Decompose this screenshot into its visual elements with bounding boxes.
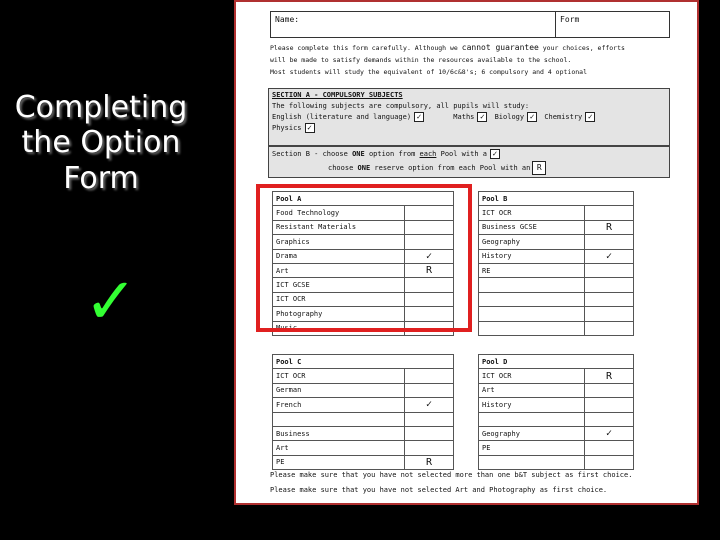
pool-header-row	[273, 355, 454, 369]
checkbox-checked-icon: ✓	[490, 149, 500, 159]
pool-subject: ICT GCSE	[273, 278, 405, 292]
pool-choice-mark: R	[585, 220, 634, 234]
pool-row	[479, 249, 634, 263]
pool-subject: Business GCSE	[479, 220, 585, 234]
pool-row	[479, 369, 634, 383]
pool-choice-mark	[405, 426, 454, 440]
pool-choice-mark	[405, 412, 454, 426]
pool-subject: French	[273, 398, 405, 412]
section-a-subtitle: The following subjects are compulsory, all pupils will study:	[272, 102, 530, 110]
pool-title: Pool B	[479, 192, 634, 206]
pool-choice-mark	[585, 206, 634, 220]
section-b	[268, 146, 670, 178]
pool-subject: History	[479, 249, 585, 263]
form-field: Form	[560, 15, 580, 24]
footer-note: Please make sure that you have not selected more than one b&T subject as first choice.	[270, 471, 633, 479]
section-b-emphasis: ONE	[352, 150, 365, 158]
pool-subject: ICT OCR	[479, 206, 585, 220]
pool-row	[273, 441, 454, 455]
pool-subject: ICT OCR	[273, 369, 405, 383]
pool-choice-mark	[585, 235, 634, 249]
pool-subject: Geography	[479, 235, 585, 249]
pool-row	[479, 441, 634, 455]
pool-choice-mark	[585, 383, 634, 397]
section-b-underline: each	[419, 150, 437, 158]
subject-biology: Biology	[494, 113, 525, 121]
pool-row	[479, 292, 634, 306]
pool-row	[479, 398, 634, 412]
pool-row	[479, 263, 634, 277]
intro-text: Please complete this form carefully. Although we	[270, 44, 462, 52]
pool-subject	[479, 292, 585, 306]
pool-title: Pool A	[273, 192, 454, 206]
pool-subject: PE	[479, 441, 585, 455]
pool-choice-mark	[585, 278, 634, 292]
section-a-title: SECTION A - COMPULSORY SUBJECTS	[272, 91, 403, 99]
slide-title	[0, 90, 202, 196]
pool-subject: Geography	[479, 426, 585, 440]
form-intro	[270, 42, 670, 78]
intro-text: will be made to satisfy demands within the resources available to the school.	[270, 56, 572, 64]
pool-subject	[479, 278, 585, 292]
section-b-text: Section B - choose	[272, 150, 353, 158]
section-b-text: option from	[364, 150, 420, 158]
pool-subject: ICT OCR	[479, 369, 585, 383]
section-a	[268, 88, 670, 146]
pool-row	[273, 412, 454, 426]
form-footer	[270, 468, 680, 498]
pool-subject: Graphics	[273, 235, 405, 249]
checkbox-checked-icon: ✓	[414, 112, 424, 122]
pool-choice-mark: ✓	[405, 398, 454, 412]
pool-choice-mark	[585, 292, 634, 306]
section-b-text: Pool with a	[436, 150, 487, 158]
pool-subject: Drama	[273, 249, 405, 263]
pool-subject: History	[479, 398, 585, 412]
subject-maths: Maths	[453, 113, 475, 121]
pool-choice-mark	[585, 441, 634, 455]
footer-note: Please make sure that you have not selected Art and Photography as first choice.	[270, 486, 608, 494]
intro-text: your choices, efforts	[538, 44, 625, 52]
pool-row	[273, 369, 454, 383]
pool-c-table	[272, 354, 454, 470]
pool-choice-mark	[585, 321, 634, 335]
pool-title: Pool C	[273, 355, 454, 369]
pool-choice-mark: ✓	[585, 426, 634, 440]
pool-subject: Photography	[273, 307, 405, 321]
subject-chemistry: Chemistry	[544, 113, 583, 121]
subject-english: English (literature and language)	[272, 113, 412, 121]
pool-choice-mark: ✓	[405, 249, 454, 263]
pool-subject: RE	[479, 263, 585, 277]
reserve-mark-box: R	[532, 161, 546, 175]
form-header	[270, 11, 670, 38]
pool-subject: German	[273, 383, 405, 397]
pool-subject	[479, 307, 585, 321]
slide-title-line: Completing	[14, 90, 188, 125]
pool-row	[479, 426, 634, 440]
intro-emphasis: cannot guarantee	[461, 43, 539, 52]
green-tick-icon: ✓	[84, 265, 138, 339]
pool-subject	[479, 412, 585, 426]
pool-subject	[273, 412, 405, 426]
pool-subject: Art	[273, 441, 405, 455]
pool-choice-mark: R	[405, 263, 454, 277]
slide-title-line: the Option	[21, 125, 181, 161]
pool-row	[273, 426, 454, 440]
pool-subject: Art	[479, 383, 585, 397]
pool-row	[479, 321, 634, 335]
pool-row	[479, 412, 634, 426]
pool-subject: Resistant Materials	[273, 220, 405, 234]
pool-title: Pool D	[479, 355, 634, 369]
section-b-emphasis: ONE	[357, 164, 371, 172]
pool-row	[479, 235, 634, 249]
pool-row	[273, 398, 454, 412]
subject-physics: Physics	[272, 124, 302, 132]
pool-b-table	[478, 191, 634, 336]
checkbox-checked-icon: ✓	[305, 123, 315, 133]
pool-choice-mark: ✓	[585, 249, 634, 263]
pool-subject: Food Technology	[273, 206, 405, 220]
intro-text: Most students will study the equivalent of 10/6c&8's; 6 compulsory and 4 optional	[270, 68, 587, 76]
pool-subject: Music	[273, 321, 405, 335]
checkbox-checked-icon: ✓	[585, 112, 595, 122]
section-b-text: choose	[328, 164, 358, 172]
pool-d-table	[478, 354, 634, 470]
pool-subject: Art	[273, 263, 405, 277]
pool-row	[479, 220, 634, 234]
pool-subject: Business	[273, 426, 405, 440]
checkbox-checked-icon: ✓	[477, 112, 487, 122]
pool-choice-mark	[405, 369, 454, 383]
pool-choice-mark	[405, 383, 454, 397]
pool-choice-mark	[585, 263, 634, 277]
pool-row	[479, 307, 634, 321]
pool-choice-mark: R	[585, 369, 634, 383]
pool-choice-mark	[585, 412, 634, 426]
pool-choice-mark	[585, 398, 634, 412]
pool-row	[479, 278, 634, 292]
name-field: Name:	[271, 12, 556, 37]
pool-choice-mark	[585, 307, 634, 321]
section-b-text: reserve option from each Pool with an	[370, 164, 531, 172]
pool-header-row	[479, 192, 634, 206]
pool-row	[479, 383, 634, 397]
pool-a-highlight-box	[256, 184, 472, 332]
pool-choice-mark: R	[405, 455, 454, 469]
pool-subject: PE	[273, 455, 405, 469]
pool-row	[479, 206, 634, 220]
slide-title-line: Form	[63, 160, 139, 196]
checkbox-checked-icon: ✓	[527, 112, 537, 122]
pool-choice-mark	[405, 441, 454, 455]
pool-subject	[479, 321, 585, 335]
pool-header-row	[479, 355, 634, 369]
pool-row	[273, 383, 454, 397]
pool-subject: ICT OCR	[273, 292, 405, 306]
